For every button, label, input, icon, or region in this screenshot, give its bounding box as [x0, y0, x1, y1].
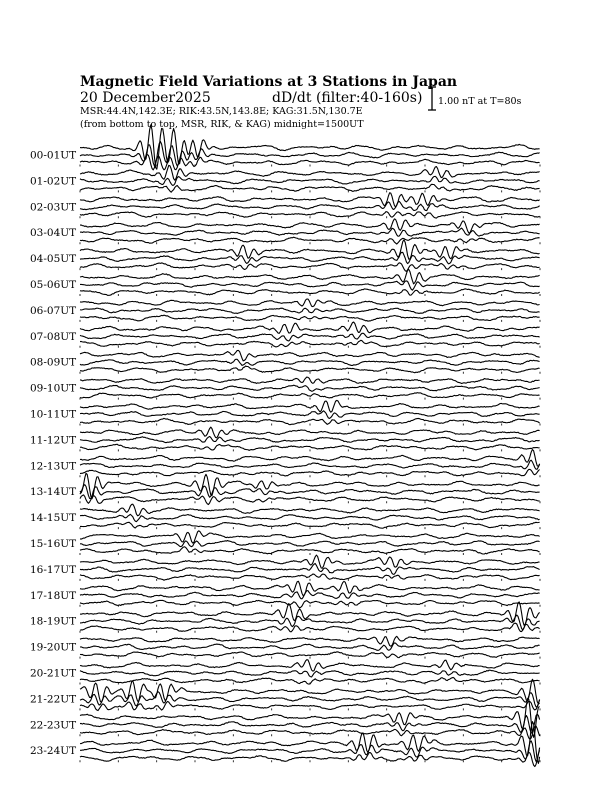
row-label: 17-18UT [30, 589, 77, 602]
trace-line [80, 125, 540, 169]
trace-line [80, 643, 540, 650]
minute-ticks [80, 190, 540, 192]
row-label: 14-15UT [30, 512, 77, 525]
row-label: 09-10UT [30, 382, 77, 395]
trace-line [80, 322, 540, 333]
row-labels [30, 150, 76, 758]
row-label: 12-13UT [30, 460, 77, 473]
trace-line [80, 377, 540, 383]
row-label: 07-08UT [30, 330, 77, 343]
row-label: 08-09UT [30, 356, 77, 369]
row-label: 16-17UT [30, 563, 77, 576]
trace-line [80, 270, 540, 284]
row-label: 22-23UT [30, 719, 77, 732]
minute-ticks [80, 449, 540, 451]
trace-line [80, 385, 540, 391]
trace-line [80, 591, 540, 599]
minute-ticks [80, 683, 540, 685]
trace-line [80, 623, 540, 632]
row-label: 05-06UT [30, 279, 77, 291]
minute-ticks [80, 553, 540, 555]
trace-line [80, 400, 540, 412]
trace-line [80, 750, 540, 766]
row-label: 00-01UT [30, 149, 77, 162]
trace-line [80, 698, 540, 737]
trace-line [80, 726, 540, 739]
row-label: 15-16UT [30, 538, 77, 550]
minute-ticks [80, 631, 540, 633]
trace-line [80, 359, 540, 365]
row-label: 03-04UT [30, 227, 77, 240]
row-label: 20-21UT [30, 667, 77, 680]
trace-line [80, 393, 540, 398]
row-label: 23-24UT [30, 745, 77, 758]
trace-line [80, 333, 540, 341]
trace-line [80, 485, 540, 499]
trace-line [80, 201, 540, 210]
minute-ticks [80, 657, 540, 659]
trace-line [80, 299, 540, 307]
trace-line [80, 469, 540, 476]
row-label: 10-11UT [30, 408, 77, 421]
chart-quantity: dD/dt (filter:40-160s) [272, 90, 423, 106]
minute-ticks [80, 346, 540, 348]
chart-date: 20 December2025 [80, 90, 211, 106]
minute-ticks [80, 734, 540, 736]
trace-line [80, 219, 540, 233]
minute-ticks [80, 527, 540, 529]
row-label: 01-02UT [30, 175, 77, 188]
trace-line [80, 564, 540, 575]
trace-order-note: (from bottom to top, MSR, RIK, & KAG) midnight=1500UT [80, 119, 364, 130]
minute-ticks [80, 320, 540, 322]
trace-line [80, 142, 540, 166]
minute-ticks [80, 372, 540, 374]
trace-line [80, 411, 540, 419]
trace-area [80, 125, 540, 767]
row-label: 13-14UT [30, 486, 77, 499]
trace-line [80, 176, 540, 185]
trace-line [80, 193, 540, 207]
row-label: 18-19UT [30, 615, 77, 628]
trace-line [80, 436, 540, 442]
trace-line [80, 531, 540, 543]
trace-line [80, 504, 540, 516]
row-label: 21-22UT [30, 693, 77, 706]
trace-line [80, 541, 540, 547]
trace-line [80, 555, 540, 568]
minute-ticks [80, 579, 540, 581]
minute-ticks [80, 165, 540, 167]
row-label: 11-12UT [30, 434, 77, 447]
trace-line [80, 514, 540, 521]
scale-bar-label: 1.00 nT at T=80s [438, 96, 522, 107]
scale-bar [428, 87, 522, 110]
minute-ticks [80, 475, 540, 477]
trace-line [80, 460, 540, 469]
trace-line [80, 670, 540, 677]
minute-ticks [80, 424, 540, 426]
minute-ticks [80, 760, 540, 762]
trace-line [80, 165, 540, 180]
row-label: 04-05UT [30, 253, 77, 266]
trace-line [80, 547, 540, 554]
trace-line [80, 308, 540, 313]
chart-title: Magnetic Field Variations at 3 Stations in Japan [80, 74, 458, 90]
trace-line [80, 350, 540, 360]
minute-ticks [80, 294, 540, 296]
trace-line [80, 228, 540, 236]
trace-line [80, 252, 540, 263]
station-coordinates: MSR:44.4N,142.3E; RIK:43.5N,143.8E; KAG:31.5N,130.7E [80, 106, 363, 117]
trace-line [80, 427, 540, 438]
trace-line [80, 281, 540, 290]
trace-line [80, 660, 540, 671]
row-label: 06-07UT [30, 304, 77, 317]
row-label: 19-20UT [30, 641, 77, 654]
row-label: 02-03UT [30, 201, 77, 214]
minute-ticks [80, 605, 540, 607]
